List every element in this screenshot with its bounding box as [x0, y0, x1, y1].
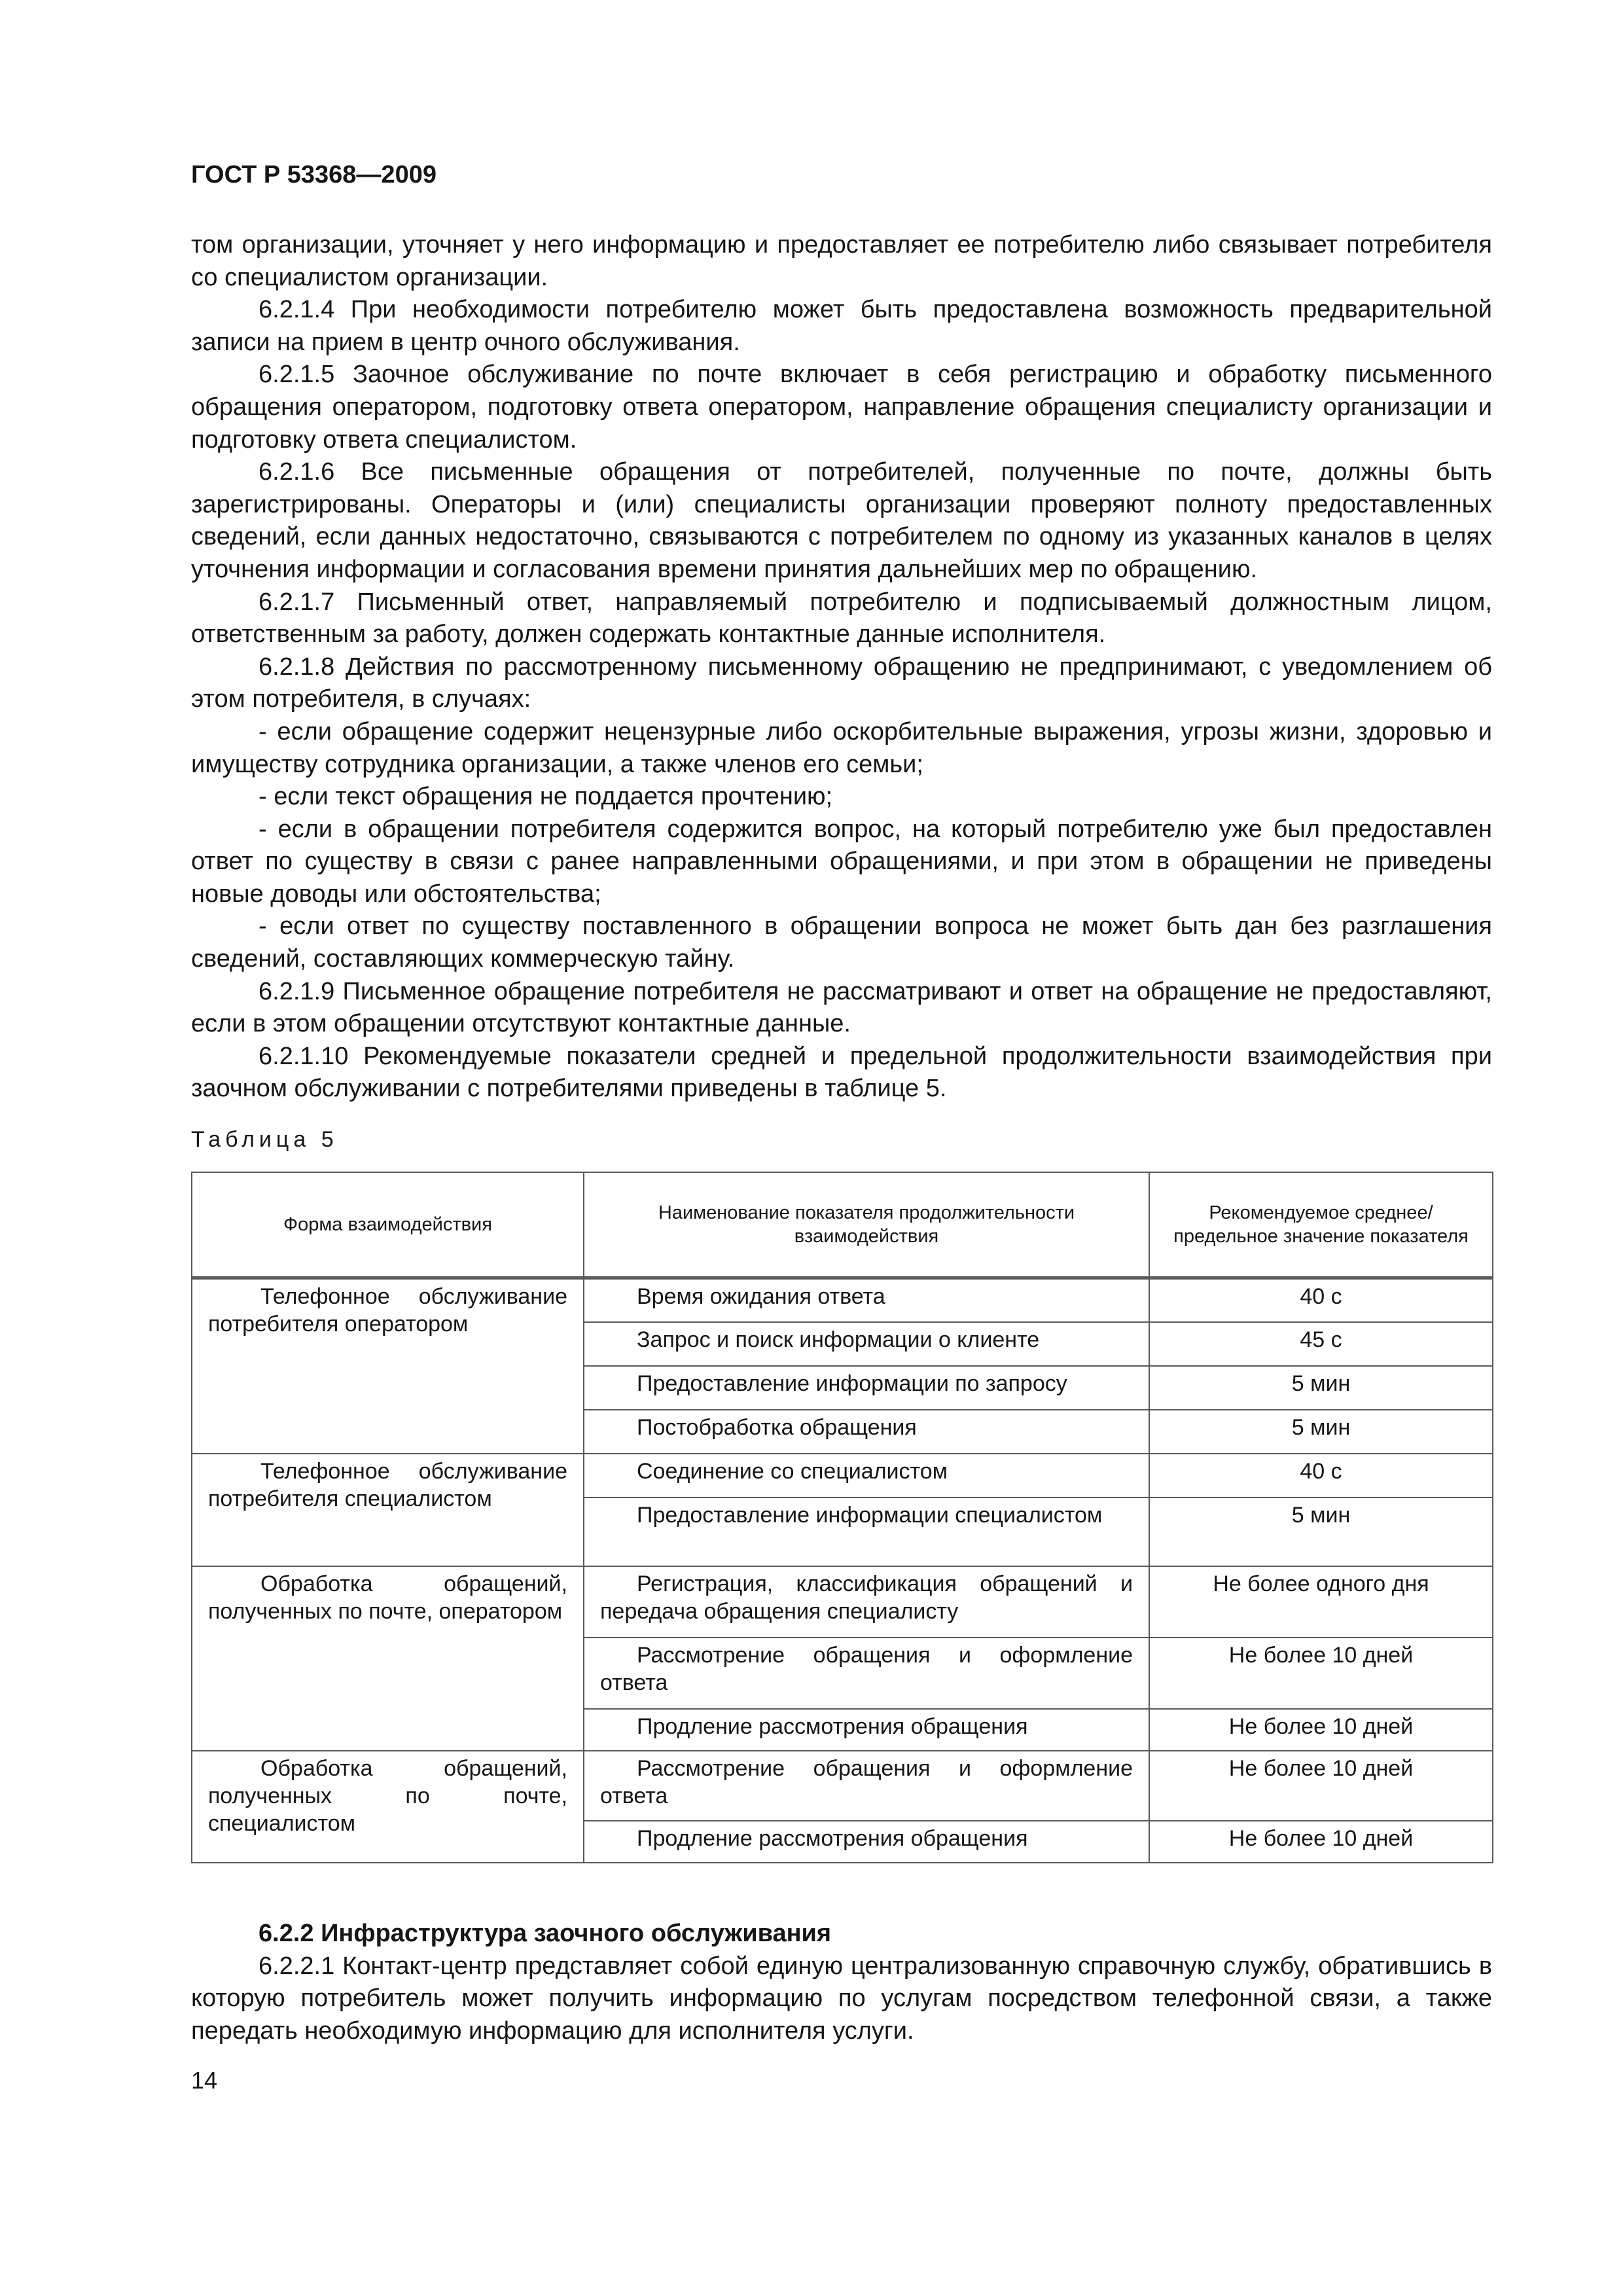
indicator-cell: Рассмотрение обращения и оформление ответа	[584, 1638, 1149, 1709]
paragraph: 6.2.1.10 Рекомендуемые показатели средней и предельной продолжительности взаимодействия при заочном обслуживании с потребителями приведены в таблице 5.	[191, 1042, 1492, 1103]
paragraph: 6.2.1.5 Заочное обслуживание по почте включает в себя регистрацию и обработку письменного обращения оператором, подготовку ответа оператором, направление обращения специалисту организации и подготовку ответа специалистом.	[191, 361, 1492, 454]
value-cell: 45 с	[1149, 1322, 1493, 1366]
paragraph: 6.2.1.9 Письменное обращение потребителя не рассматривают и ответ на обращение не предоставляют, если в этом обращении отсутствуют контактные данные.	[191, 977, 1492, 1038]
table-row	[192, 1454, 1493, 1498]
table-row	[192, 1566, 1493, 1638]
list-item: - если ответ по существу поставленного в обращении вопроса не может быть дан без разглашения сведений, составляющих коммерческую тайну.	[191, 912, 1492, 973]
table-header-row	[192, 1172, 1493, 1278]
value-cell: Не более 10 дней	[1149, 1638, 1493, 1709]
indicator-cell: Постобработка обращения	[584, 1410, 1149, 1454]
paragraph: 6.2.1.4 При необходимости потребителю может быть предоставлена возможность предварительной записи на прием в центр очного обслуживания.	[191, 296, 1492, 356]
value-cell: 5 мин	[1149, 1498, 1493, 1566]
form-cell: Обработка обращений, полученных по почте, оператором	[192, 1566, 584, 1751]
paragraph: 6.2.2.1 Контакт-центр представляет собой единую централизованную справочную службу, обратившись в которую потребитель может получить информацию по услугам посредством телефонной связи, а также передать необходимую информацию для исполнителя услуги.	[191, 1952, 1492, 2045]
value-cell: Не более 10 дней	[1149, 1751, 1493, 1821]
value-cell: 40 с	[1149, 1278, 1493, 1322]
indicator-cell: Регистрация, классификация обращений и передача обращения специалисту	[584, 1566, 1149, 1638]
page-number: 14	[191, 2067, 218, 2094]
duration-table	[191, 1172, 1493, 1863]
paragraph: 6.2.1.8 Действия по рассмотренному письменному обращению не предпринимают, с уведомлением об этом потребителя, в случаях:	[191, 653, 1492, 713]
paragraph: том организации, уточняет у него информацию и предоставляет ее потребителю либо связывает потребителя со специалистом организации.	[191, 231, 1492, 291]
value-cell: 5 мин	[1149, 1410, 1493, 1454]
header-form: Форма взаимодействия	[192, 1172, 584, 1278]
value-cell: Не более 10 дней	[1149, 1709, 1493, 1751]
indicator-cell: Продление рассмотрения обращения	[584, 1709, 1149, 1751]
paragraph: 6.2.1.7 Письменный ответ, направляемый потребителю и подписываемый должностным лицом, ответственным за работу, должен содержать контактные данные исполнителя.	[191, 588, 1492, 649]
indicator-cell: Рассмотрение обращения и оформление ответа	[584, 1751, 1149, 1821]
header-value: Рекомендуемое среднее/предельное значение показателя	[1149, 1172, 1493, 1278]
section-6-2-2	[191, 1918, 1492, 2047]
indicator-cell: Соединение со специалистом	[584, 1454, 1149, 1498]
header-indicator: Наименование показателя продолжительности взаимодействия	[584, 1172, 1149, 1278]
value-cell: Не более 10 дней	[1149, 1821, 1493, 1863]
value-cell: 5 мин	[1149, 1366, 1493, 1410]
form-cell: Обработка обращений, полученных по почте, специалистом	[192, 1751, 584, 1863]
document-header: ГОСТ Р 53368—2009	[191, 161, 437, 188]
body-text	[191, 229, 1492, 1105]
list-item: - если текст обращения не поддается прочтению;	[259, 783, 833, 811]
table-row	[192, 1751, 1493, 1821]
list-item: - если обращение содержит нецензурные либо оскорбительные выражения, угрозы жизни, здоровью и имуществу сотрудника организации, а также членов его семьи;	[191, 717, 1492, 778]
table-row	[192, 1278, 1493, 1322]
form-cell: Телефонное обслуживание потребителя специалистом	[192, 1454, 584, 1566]
indicator-cell: Предоставление информации по запросу	[584, 1366, 1149, 1410]
list-item: - если в обращении потребителя содержится вопрос, на который потребителю уже был предоставлен ответ по существу в связи с ранее направленными обращениями, и при этом в обращении не приведены новые доводы или обстоятельства;	[191, 815, 1492, 908]
value-cell: 40 с	[1149, 1454, 1493, 1498]
indicator-cell: Время ожидания ответа	[584, 1278, 1149, 1322]
form-cell: Телефонное обслуживание потребителя оператором	[192, 1278, 584, 1454]
section-heading: 6.2.2 Инфраструктура заочного обслуживания	[259, 1920, 832, 1947]
indicator-cell: Предоставление информации специалистом	[584, 1498, 1149, 1566]
table-caption: Таблица 5	[191, 1127, 338, 1152]
indicator-cell: Продление рассмотрения обращения	[584, 1821, 1149, 1863]
indicator-cell: Запрос и поиск информации о клиенте	[584, 1322, 1149, 1366]
paragraph: 6.2.1.6 Все письменные обращения от потребителей, полученные по почте, должны быть зарегистрированы. Операторы и (или) специалисты организации проверяют полноту предоставленных сведений, если данных недостаточно, связываются с потребителем по одному из указанных каналов в целях уточнения информации и согласования времени принятия дальнейших мер по обращению.	[191, 458, 1492, 583]
value-cell: Не более одного дня	[1149, 1566, 1493, 1638]
